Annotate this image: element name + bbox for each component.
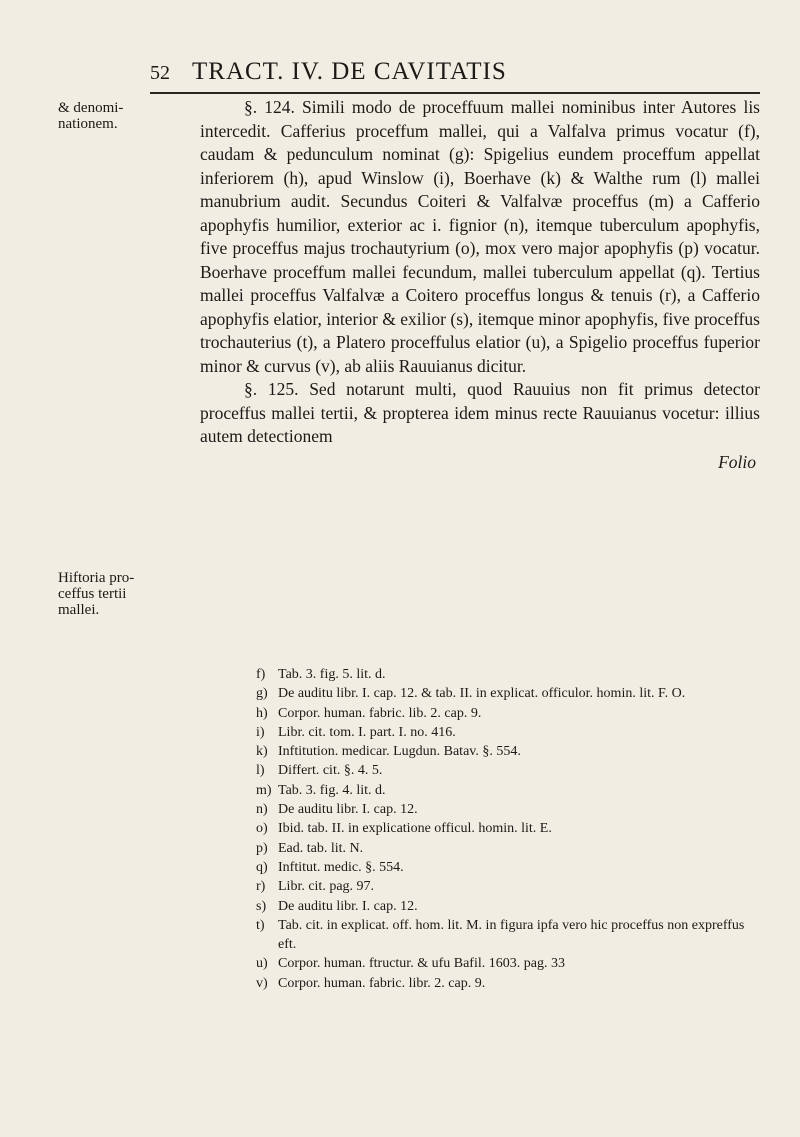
footnote-text: Differt. cit. §. 4. 5. — [278, 763, 383, 779]
footnote-text: Tab. 3. fig. 4. lit. d. — [278, 782, 386, 798]
footnote-mark: i) — [256, 724, 265, 740]
running-header — [150, 58, 760, 94]
footnote — [256, 665, 756, 684]
footnote-text: Libr. cit. pag. 97. — [278, 879, 375, 895]
footnote — [256, 839, 756, 858]
footnote-mark: m) — [256, 782, 272, 798]
footnote-text: Corpor. human. ftructur. & ufu Bafil. 1603. pag. 33 — [278, 956, 565, 972]
footnote — [256, 800, 756, 819]
footnote-mark: v) — [256, 975, 268, 991]
footnote-mark: g) — [256, 686, 268, 702]
footnote — [256, 897, 756, 916]
footnote-text: De auditu libr. I. cap. 12. — [278, 802, 418, 818]
footnote-text: Inftitution. medicar. Lugdun. Batav. §. 554. — [278, 744, 521, 760]
footnote — [256, 723, 756, 742]
footnote — [256, 781, 756, 800]
footnote-mark: f) — [256, 667, 266, 682]
footnote-mark: k) — [256, 744, 268, 760]
footnote-text: De auditu libr. I. cap. 12. & tab. II. in explicat. officulor. homin. lit. F. O. — [278, 686, 686, 702]
footnote-text: Corpor. human. fabric. lib. 2. cap. 9. — [278, 705, 482, 721]
paragraph-125: §. 125. Sed notarunt multi, quod Rauuius non fit primus detector proceffus mallei tertii, & propterea idem minus recte Rauuianus vocetur: illius autem detectionem — [200, 379, 760, 446]
footnote — [256, 858, 756, 877]
footnotes — [256, 665, 756, 993]
footnote — [256, 974, 756, 993]
footnote-mark: h) — [256, 705, 268, 721]
footnote-text: Ibid. tab. II. in explicatione officul. homin. lit. E. — [278, 821, 552, 837]
footnote-text: Tab. cit. in explicat. off. hom. lit. M. in figura ipfa vero hic proceffus non expreffus eft. — [278, 917, 745, 953]
footnote-mark: p) — [256, 840, 268, 856]
footnote-mark: t) — [256, 917, 265, 933]
margin-note-historia: Hiftoria pro-ceffus tertii mallei. — [58, 570, 135, 618]
page-number: 52 — [150, 62, 170, 84]
footnote-text: Tab. 3. fig. 5. lit. d. — [278, 667, 386, 682]
footnote-mark: n) — [256, 802, 268, 818]
footnote-text: Inftitut. medic. §. 554. — [278, 859, 404, 875]
footnote-mark: q) — [256, 859, 268, 875]
footnote-mark: o) — [256, 821, 268, 837]
footnote — [256, 877, 756, 896]
body-text — [200, 96, 760, 474]
footnote — [256, 742, 756, 761]
footnote-mark: s) — [256, 898, 267, 914]
running-title: TRACT. IV. DE CAVITATIS — [192, 58, 507, 85]
footnote — [256, 954, 756, 973]
footnote — [256, 819, 756, 838]
footnote — [256, 704, 756, 723]
footnote-mark: l) — [256, 763, 265, 779]
footnote-text: Ead. tab. lit. N. — [278, 840, 364, 856]
footnote — [256, 684, 756, 703]
footnote-mark: r) — [256, 879, 266, 895]
footnote-text: Libr. cit. tom. I. part. I. no. 416. — [278, 724, 456, 740]
footnote-text: Corpor. human. fabric. libr. 2. cap. 9. — [278, 975, 486, 991]
footnote-text: De auditu libr. I. cap. 12. — [278, 898, 418, 914]
footnote — [256, 916, 756, 955]
footnote-mark: u) — [256, 956, 268, 972]
footnote — [256, 761, 756, 780]
catchword: Folio — [718, 451, 756, 472]
margin-note-denominationem: & denomi-nationem. — [58, 100, 124, 132]
paragraph-124: §. 124. Simili modo de proceffuum mallei nominibus inter Autores lis intercedit. Cafferius proceffum mallei, qui a Valfalva primus vocatur (f), caudam & pedunculum nominat (g): Spigelius eundem proceffum appellat inferiorem (h), apud Winslow (i), Boerhave (k) & Walthe rum (l) mallei manubrium audit. Secundus Coiteri & Valfalvæ proceffus (m) a Cafferio apophyfis humilior, exterior ac i. fignior (n), itemque tuberculum apophyfis, five proceffus majus trochautyrium (o), mox vero major apophyfis (p) vocatur. Boerhave proceffum mallei fecundum, mallei tuberculum appellat (q). Tertius mallei proceffus Valfalvæ a Coitero proceffus longus & tenuis (r), a Cafferio apophyfis elatior, interior & exilior (s), itemque minor apophyfis, five proceffus trochauterius (t), a Platero proceffulus elatior (u), a Spigelio proceffus fuperior minor & curvus (v), ab aliis Rauuianus dicitur. — [200, 97, 760, 376]
